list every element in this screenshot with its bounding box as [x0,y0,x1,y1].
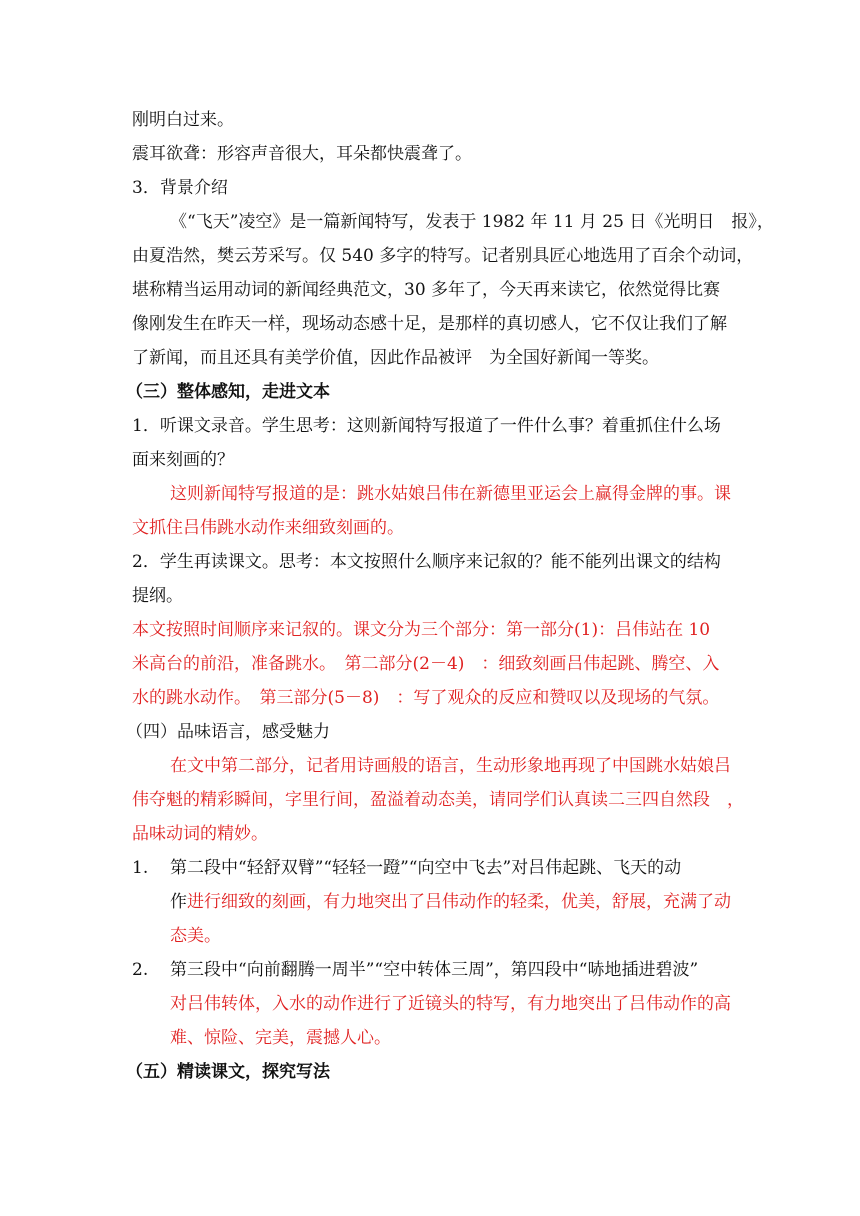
question-line: 提纲。 [132,586,183,606]
definition-line: 震耳欲聋：形容声音很大，耳朵都快震聋了。 [132,144,472,164]
list-item-line: 态美。 [170,926,221,946]
paragraph-line: 堪称精当运用动词的新闻经典范文，30 多年了，今天再来读它，依然觉得比赛 [132,280,721,300]
list-number: 2. [132,960,149,980]
question-line: 2．学生再读课文。思考：本文按照什么顺序来记叙的？能不能列出课文的结构 [132,552,721,572]
list-item-line: 第二段中“轻舒双臂”“轻轻一蹬”“向空中飞去”对吕伟起跳、飞天的动 [170,858,682,878]
paragraph-line: 《“飞天”凌空》是一篇新闻特写，发表于 1982 年 11 月 25 日《光明日 报》， [170,212,774,232]
paragraph-line: 像刚发生在昨天一样，现场动态感十足，是那样的真切感人，它不仅让我们了解 [132,314,727,334]
answer-line: 这则新闻特写报道的是：跳水姑娘吕伟在新德里亚运会上赢得金牌的事。课 [170,484,731,504]
answer-line: 文抓住吕伟跳水动作来细致刻画的。 [132,518,404,538]
question-line: 1．听课文录音。学生思考：这则新闻特写报道了一件什么事？着重抓住什么场 [132,416,721,436]
list-item-line: 作进行细致的刻画，有力地突出了吕伟动作的轻柔，优美，舒展，充满了动 [170,892,731,912]
answer-line: 本文按照时间顺序来记叙的。课文分为三个部分：第一部分(1)：吕伟站在 10 [132,620,711,640]
section-heading-3: （三）整体感知，走进文本 [126,382,330,402]
answer-line: 水的跳水动作。 第三部分(5－8) ：写了观众的反应和赞叹以及现场的气氛。 [132,688,720,708]
answer-line: 在文中第二部分，记者用诗画般的语言，生动形象地再现了中国跳水姑娘吕 [170,756,731,776]
answer-line: 品味动词的精妙。 [132,824,268,844]
text-line: 刚明白过来。 [132,110,234,130]
list-item-line: 难、惊险、完美，震撼人心。 [170,1028,391,1048]
paragraph-line: 了新闻，而且还具有美学价值，因此作品被评 为全国好新闻一等奖。 [132,348,659,368]
list-item-line: 对吕伟转体，入水的动作进行了近镜头的特写，有力地突出了吕伟动作的高 [170,994,731,1014]
section-heading: 3．背景介绍 [132,178,228,198]
list-item-line: 第三段中“向前翻腾一周半”“空中转体三周”，第四段中“哧地插进碧波” [170,960,699,980]
section-heading-4: （四）品味语言，感受魅力 [126,722,330,742]
answer-line: 米高台的前沿，准备跳水。 第二部分(2－4) ：细致刻画吕伟起跳、腾空、入 [132,654,720,674]
question-line: 面来刻画的？ [132,450,234,470]
paragraph-line: 由夏浩然，樊云芳采写。仅 540 多字的特写。记者别具匠心地选用了百余个动词， [132,246,754,266]
list-number: 1. [132,858,149,878]
answer-line: 伟夺魁的精彩瞬间，字里行间，盈溢着动态美，请同学们认真读二三四自然段 ， [132,790,744,810]
section-heading-5: （五）精读课文，探究写法 [126,1062,330,1082]
